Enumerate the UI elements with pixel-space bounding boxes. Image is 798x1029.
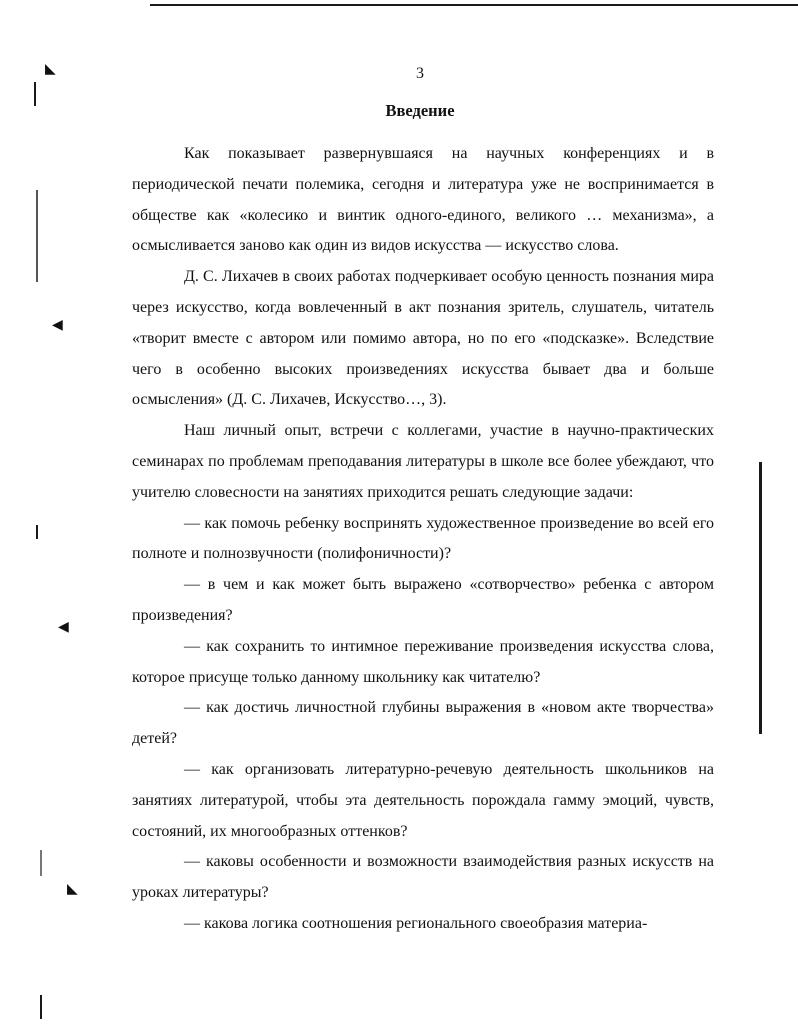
question-item: — в чем и как может быть выражено «сотворчество» ребенка с автором произведения? <box>132 576 714 624</box>
question-item: — как организовать литературно-речевую деятельность школьников на занятиях литературой, чтобы эта деятельность порождала гамму эмоций, чувств, состояний, их многообразных оттенков? <box>132 760 714 840</box>
scan-right-edge <box>759 462 762 734</box>
section-heading: Введение <box>385 101 455 120</box>
paragraph: Д. С. Лихачев в своих работах подчеркивает особую ценность познания мира через искусство, когда вовлеченный в акт познания зритель, слушатель, читатель «творит вместе с автором или помимо автора, но по его «подсказке». Вследствие чего в особенно высоких произведениях искусства бывает два и больше осмысления» (Д. С. Лихачев, Искусство…, 3). <box>132 268 714 409</box>
question-item: — как сохранить то интимное переживание произведения искусства слова, которое присуще только данному школьнику как читателю? <box>132 637 714 686</box>
paragraph: Наш личный опыт, встречи с коллегами, участие в научно-практических семинарах по проблемам преподавания литературы в школе все более убеждают, что учителю словесности на занятиях приходится решать следующие задачи: <box>132 422 714 501</box>
question-item: — какова логика соотношения регионального своеобразия материа- <box>184 914 648 932</box>
binding-hole-mark: ◀ <box>58 619 69 635</box>
scan-margin-mark <box>36 190 38 282</box>
scan-margin-mark <box>40 850 42 876</box>
paragraph: Как показывает развернувшаяся на научных конференциях и в периодической печати полемика, сегодня и литература уже не воспринимается в обществе как «колесико и винтик одного-единого, великого … механизма», а осмысливается заново как один из видов искусства — искусство слова. <box>132 145 714 255</box>
binding-hole-mark: ◣ <box>45 61 56 77</box>
scan-margin-mark <box>40 995 42 1019</box>
body-text <box>132 139 714 940</box>
binding-hole-mark: ◀ <box>52 317 63 333</box>
scan-top-edge <box>150 4 798 6</box>
question-item: — как достичь личностной глубины выражения в «новом акте творчества» детей? <box>132 699 714 748</box>
scan-margin-mark <box>36 525 38 539</box>
binding-hole-mark: ◣ <box>67 881 78 897</box>
page-number: 3 <box>416 65 424 82</box>
question-item: — каковы особенности и возможности взаимодействия разных искусств на уроках литературы? <box>132 853 714 902</box>
question-item: — как помочь ребенку воспринять художественное произведение во всей его полноте и полнозвучности (полифоничности)? <box>132 514 714 563</box>
